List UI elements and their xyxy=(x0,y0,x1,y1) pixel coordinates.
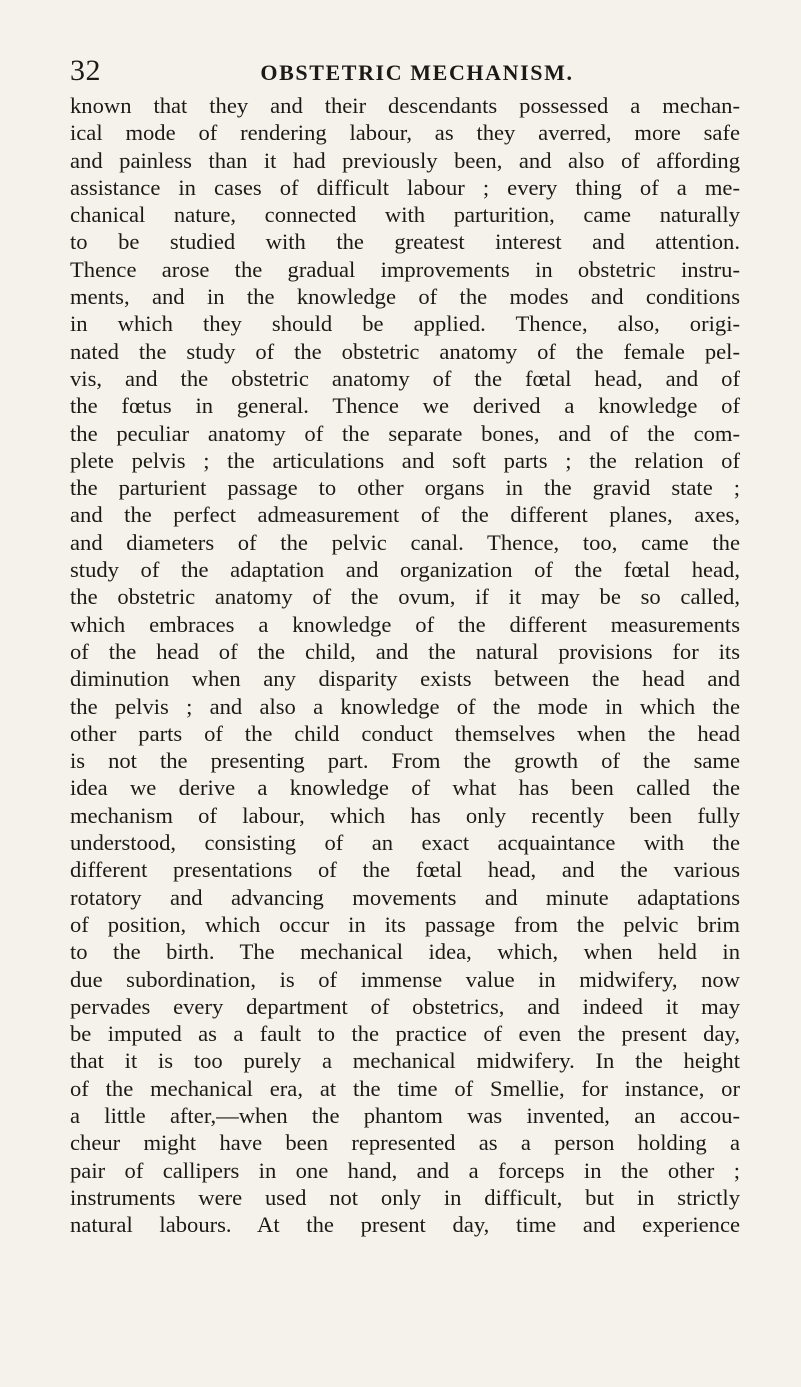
text-line: to be studied with the greatest interest and attention. xyxy=(70,229,740,255)
text-line: cheur might have been represented as a person holding a xyxy=(70,1130,740,1156)
text-line: pervades every department of obstetrics, and indeed it may xyxy=(70,993,740,1019)
text-line: natural labours. At the present day, time and experience xyxy=(70,1212,740,1238)
text-line: of the mechanical era, at the time of Smellie, for instance, or xyxy=(70,1075,740,1101)
text-line: nated the study of the obstetric anatomy of the female pel- xyxy=(70,338,740,364)
text-line: understood, consisting of an exact acquaintance with the xyxy=(70,830,740,856)
text-line: in which they should be applied. Thence, also, origi- xyxy=(70,311,740,337)
text-line: idea we derive a knowledge of what has been called the xyxy=(70,775,740,801)
running-head xyxy=(70,48,740,88)
page-number: 32 xyxy=(70,54,101,87)
text-line: vis, and the obstetric anatomy of the fœtal head, and of xyxy=(70,365,740,391)
text-line: of position, which occur in its passage from the pelvic brim xyxy=(70,911,740,937)
text-line: different presentations of the fœtal head, and the various xyxy=(70,857,740,883)
text-line: is not the presenting part. From the growth of the same xyxy=(70,748,740,774)
text-line: be imputed as a fault to the practice of even the present day, xyxy=(70,1021,740,1047)
text-line: chanical nature, connected with parturition, came naturally xyxy=(70,202,740,228)
text-line: pair of callipers in one hand, and a forceps in the other ; xyxy=(70,1157,740,1183)
running-title: OBSTETRIC MECHANISM. xyxy=(260,60,574,85)
text-line: the fœtus in general. Thence we derived a knowledge of xyxy=(70,393,740,419)
text-line: to the birth. The mechanical idea, which, when held in xyxy=(70,939,740,965)
text-line: and the perfect admeasurement of the different planes, axes, xyxy=(70,502,740,528)
text-line: the parturient passage to other organs in the gravid state ; xyxy=(70,475,740,501)
text-line: rotatory and advancing movements and minute adaptations xyxy=(70,884,740,910)
text-line: ments, and in the knowledge of the modes and conditions xyxy=(70,284,740,310)
text-line: a little after,—when the phantom was invented, an accou- xyxy=(70,1102,740,1128)
text-line: known that they and their descendants possessed a mechan- xyxy=(70,93,740,118)
text-line: other parts of the child conduct themselves when the head xyxy=(70,720,740,746)
text-line: and painless than it had previously been, and also of affording xyxy=(70,147,740,173)
body-paragraph xyxy=(70,92,740,1238)
text-line: diminution when any disparity exists between the head and xyxy=(70,666,740,692)
text-line: Thence arose the gradual improvements in obstetric instru- xyxy=(70,256,740,282)
text-line: instruments were used not only in difficult, but in strictly xyxy=(70,1184,740,1210)
text-line: which embraces a knowledge of the different measurements xyxy=(70,611,740,637)
text-line: the pelvis ; and also a knowledge of the mode in which the xyxy=(70,693,740,719)
text-line: that it is too purely a mechanical midwifery. In the height xyxy=(70,1048,740,1074)
text-line: ical mode of rendering labour, as they averred, more safe xyxy=(70,120,740,146)
text-line: the peculiar anatomy of the separate bones, and of the com- xyxy=(70,420,740,446)
text-line: and diameters of the pelvic canal. Thence, too, came the xyxy=(70,529,740,555)
text-line: study of the adaptation and organization of the fœtal head, xyxy=(70,557,740,583)
text-line: of the head of the child, and the natural provisions for its xyxy=(70,638,740,664)
text-line: mechanism of labour, which has only recently been fully xyxy=(70,802,740,828)
text-line: assistance in cases of difficult labour ; every thing of a me- xyxy=(70,174,740,200)
text-line: the obstetric anatomy of the ovum, if it may be so called, xyxy=(70,584,740,610)
text-line: due subordination, is of immense value in midwifery, now xyxy=(70,966,740,992)
text-line: plete pelvis ; the articulations and soft parts ; the relation of xyxy=(70,447,740,473)
